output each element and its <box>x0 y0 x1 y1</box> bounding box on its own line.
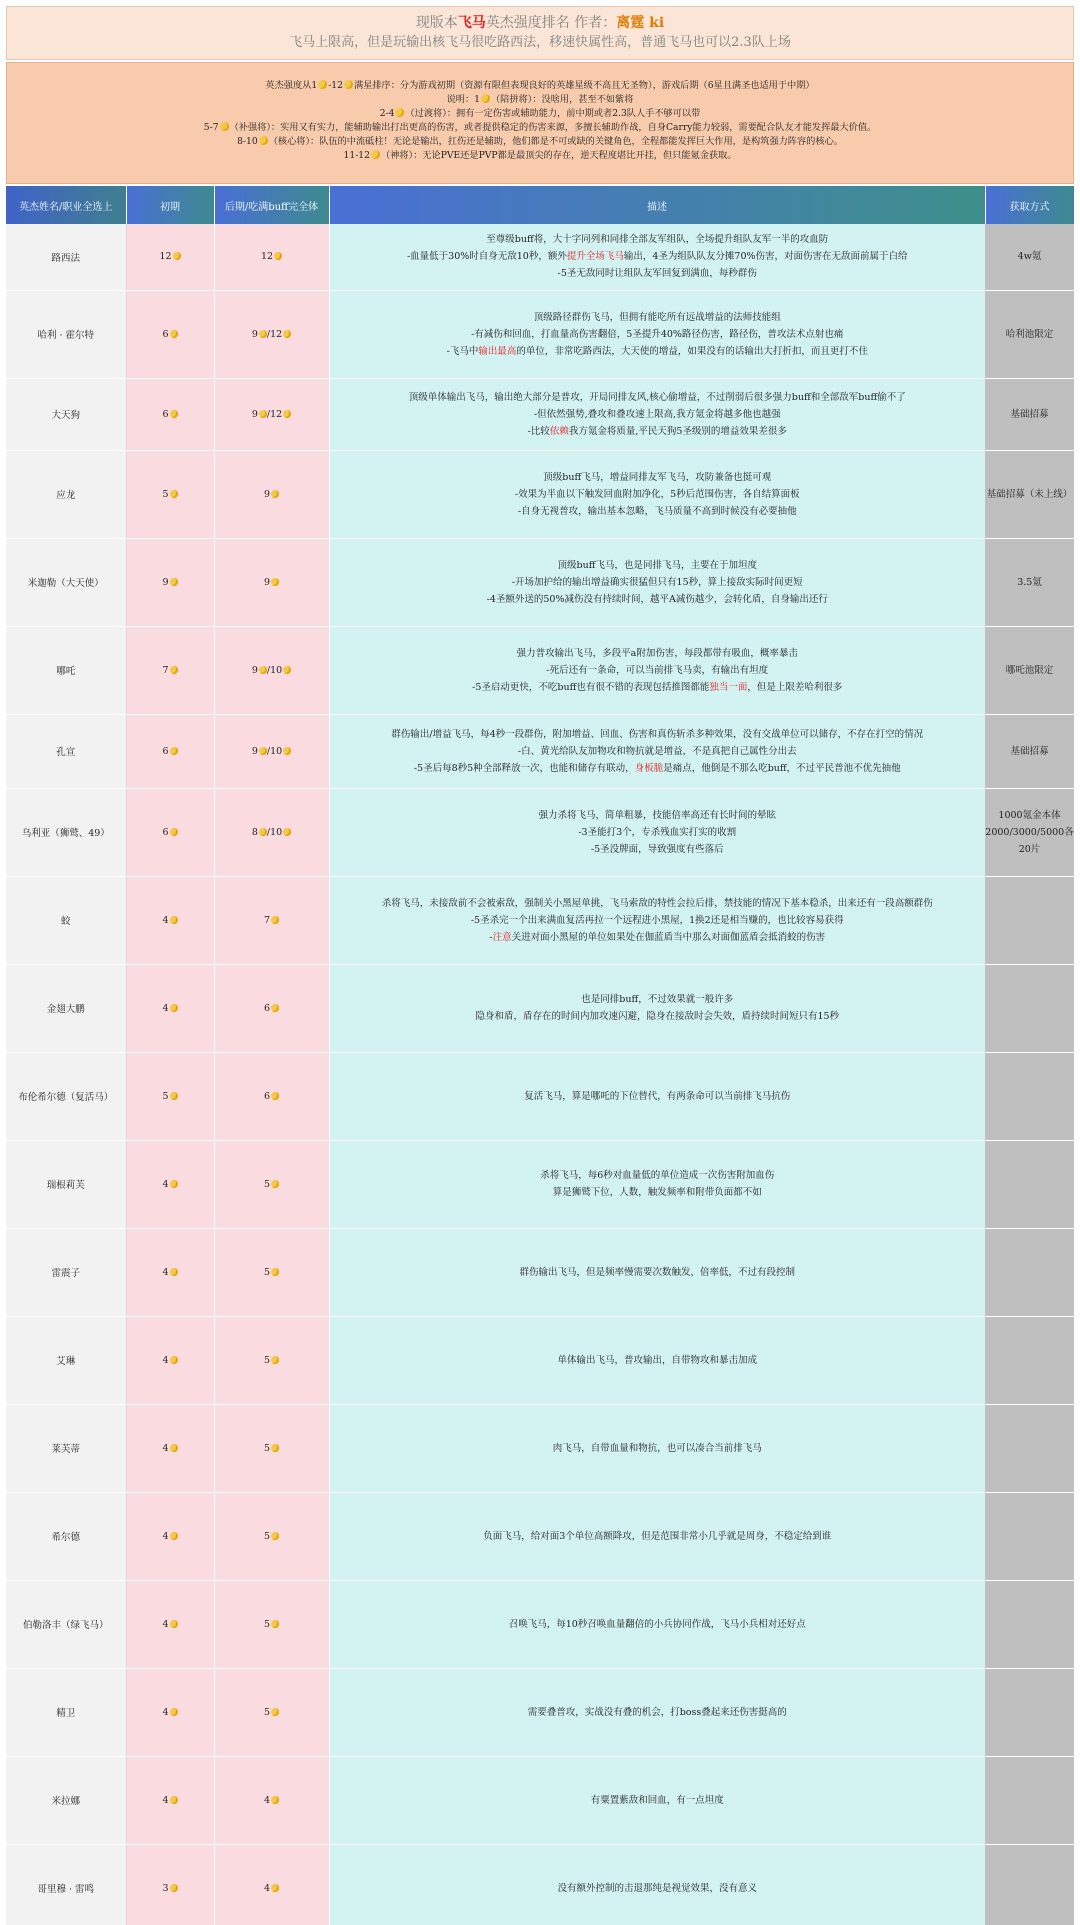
hero-description: 强力普攻输出飞马，多段平a附加伤害，每段都带有吸血，概率暴击 -死后还有一条命，可以当前排飞马卖，有输出有坦度 -5圣启动更快，不吃buff也有很不错的表现包括推图都能独当一面，但是上限差哈利很多 <box>329 626 985 714</box>
hero-name: 莱芙蒂 <box>6 1404 126 1492</box>
hero-ranking-table <box>6 186 1075 1925</box>
column-header-early: 初期 <box>126 186 214 224</box>
legend-line-1: 英杰强度从1 -12 满星排序：分为游戏初期（资源有限但表现良好的英雄星级不高且无圣物），游戏后期（6星且满圣也适用于中期） <box>265 80 815 91</box>
author-name: 离霆 ki <box>616 15 665 31</box>
late-rating: 8 /10 <box>214 788 329 876</box>
acquisition-method <box>985 1228 1074 1316</box>
late-rating: 5 <box>214 1140 329 1228</box>
acquisition-method <box>985 1844 1074 1925</box>
hero-description: 杀将飞马，未接敌前不会被索敌，强制关小黑屋单挑，飞马索敌的特性会拉后排，禁技能的情况下基本稳杀，出来还有一段高额群伤 -5圣杀完一个出来满血复活再拉一个远程进小黑屋，1换2还是相当赚的，也比较容易获得 -注意关进对面小黑屋的单位如果处在伽蓝盾当中那么对面伽蓝盾会抵消蛟的伤害 <box>329 876 985 964</box>
legend-line-2: 说明：1 （陪拼将）：没啥用，甚至不如紫将 <box>446 94 634 105</box>
moon-icon <box>283 747 291 755</box>
table-row <box>6 538 1074 626</box>
table-row <box>6 378 1074 450</box>
moon-icon <box>170 578 178 586</box>
moon-icon <box>271 1532 279 1540</box>
early-rating: 4 <box>126 1492 214 1580</box>
hero-description: 顶级buff飞马，也是同排飞马，主要在于加坦度 -开场加护给的输出增益确实很猛但只有15秒，算上接敌实际时间更短 -4圣额外送的50%减伤没有持续时间，越平A减伤越少，会转化盾，自身输出还行 <box>329 538 985 626</box>
moon-icon <box>170 1444 178 1452</box>
hero-name: 雷震子 <box>6 1228 126 1316</box>
legend-line-4: 5-7 （补强将）：实用又有实力，能辅助输出打出更高的伤害，或者提供稳定的伤害来源，多擅长辅助作战，自身Carry能力较弱，需要配合队友才能发挥最大价值。 <box>203 122 877 133</box>
early-rating: 7 <box>126 626 214 714</box>
late-rating: 9 /12 <box>214 378 329 450</box>
moon-icon <box>170 1004 178 1012</box>
hero-name: 路西法 <box>6 224 126 290</box>
moon-icon <box>170 1532 178 1540</box>
moon-icon <box>271 1180 279 1188</box>
hero-description: 顶级单体输出飞马，输出绝大部分是普攻，开局同排友风,核心偷增益，不过削弱后很多强力buff和全部敌军buff偷不了 -但依然强势,叠攻和叠攻速上限高,我方氪金将越多他也越强 -比较依赖我方氪金将质量,平民天狗5圣级别的增益效果差很多 <box>329 378 985 450</box>
hero-name: 哥里穆 · 雷鸣 <box>6 1844 126 1925</box>
table-body <box>6 224 1074 1925</box>
moon-icon <box>170 916 178 924</box>
moon-icon <box>220 122 229 131</box>
moon-icon <box>173 252 181 260</box>
hero-description: 复活飞马，算是哪吒的下位替代，有两条命可以当前排飞马抗伤 <box>329 1052 985 1140</box>
late-rating: 9 <box>214 450 329 538</box>
moon-icon <box>259 330 267 338</box>
table-row <box>6 876 1074 964</box>
late-rating: 4 <box>214 1756 329 1844</box>
hero-description: 强力杀将飞马，简单粗暴，技能倍率高还有长时间的晕眩 -3圣能打3个，专杀残血实打实的收割 -5圣没牌面，导致强度有些落后 <box>329 788 985 876</box>
table-row <box>6 1404 1074 1492</box>
early-rating: 6 <box>126 714 214 788</box>
column-header-description: 描述 <box>329 186 985 224</box>
acquisition-method: 基础招募（未上线） <box>985 450 1074 538</box>
moon-icon <box>271 1796 279 1804</box>
moon-icon <box>283 666 291 674</box>
legend-box <box>6 62 1074 184</box>
late-rating: 6 <box>214 1052 329 1140</box>
table-row <box>6 1228 1074 1316</box>
column-header-acquisition: 获取方式 <box>985 186 1074 224</box>
acquisition-method: 哪吒池限定 <box>985 626 1074 714</box>
table-row <box>6 1140 1074 1228</box>
hero-description: 顶级buff飞马，增益同排友军飞马，攻防兼备也挺可观 -效果为半血以下触发回血附加净化，5秒后范围伤害，各自结算面板 -自身无视普攻，输出基本忽略，飞马质量不高到时候没有必要抽他 <box>329 450 985 538</box>
hero-description: 需要叠普攻，实战没有叠的机会，打boss叠起来还伤害挺高的 <box>329 1668 985 1756</box>
early-rating: 4 <box>126 876 214 964</box>
moon-icon <box>170 747 178 755</box>
early-rating: 6 <box>126 378 214 450</box>
moon-icon <box>371 150 380 159</box>
moon-icon <box>481 94 490 103</box>
moon-icon <box>259 136 268 145</box>
column-header-late: 后期/吃满buff完全体 <box>214 186 329 224</box>
early-rating: 9 <box>126 538 214 626</box>
table-row <box>6 290 1074 378</box>
hero-description: 肉飞马，自带血量和物抗，也可以凑合当前排飞马 <box>329 1404 985 1492</box>
late-rating: 9 <box>214 538 329 626</box>
late-rating: 7 <box>214 876 329 964</box>
moon-icon <box>271 1620 279 1628</box>
early-rating: 4 <box>126 1140 214 1228</box>
early-rating: 4 <box>126 964 214 1052</box>
late-rating: 4 <box>214 1844 329 1925</box>
moon-icon <box>318 80 327 89</box>
late-rating: 5 <box>214 1492 329 1580</box>
hero-description: 群伤输出/增益飞马，每4秒一段群伤，附加增益、回血、伤害和真伤斩杀多种效果，没有交战单位可以储存，不存在打空的情况 -白、黄光给队友加物攻和物抗就是增益，不是真把自己属性分出去 -5圣后每8秒5种全部释放一次，也能和储存有联动，身板脆是痛点，他倒是不那么吃buff，不过平民普池不优先抽他 <box>329 714 985 788</box>
late-rating: 9 /12 <box>214 290 329 378</box>
moon-icon <box>170 1708 178 1716</box>
moon-icon <box>170 1356 178 1364</box>
table-row <box>6 788 1074 876</box>
moon-icon <box>170 1092 178 1100</box>
early-rating: 4 <box>126 1228 214 1316</box>
moon-icon <box>170 1180 178 1188</box>
table-row <box>6 964 1074 1052</box>
table-row <box>6 1316 1074 1404</box>
acquisition-method <box>985 876 1074 964</box>
hero-name: 米拉娜 <box>6 1756 126 1844</box>
hero-description: 顶级路径群伤飞马，但拥有能吃所有远战增益的法师技能组 -有减伤和回血，打血量高伤害翻倍，5圣提升40%路径伤害，路径伤，普攻法术点射也痛 -飞马中输出最高的单位，非常吃路西法，大天使的增益，如果没有的话输出大打折扣，而且更打不住 <box>329 290 985 378</box>
early-rating: 6 <box>126 290 214 378</box>
hero-name: 伯勒洛丰（绿飞马） <box>6 1580 126 1668</box>
moon-icon <box>271 1268 279 1276</box>
table-row <box>6 714 1074 788</box>
early-rating: 3 <box>126 1844 214 1925</box>
subtitle-line: 飞马上限高，但是玩输出核飞马很吃路西法，移速快属性高，普通飞马也可以2.3队上场 <box>289 35 791 50</box>
table-row <box>6 1756 1074 1844</box>
moon-icon <box>344 80 353 89</box>
moon-icon <box>259 828 267 836</box>
moon-icon <box>283 410 291 418</box>
moon-icon <box>170 1620 178 1628</box>
title-middle: 英杰强度排名 作者： <box>485 15 617 31</box>
acquisition-method: 3.5氪 <box>985 538 1074 626</box>
hero-name: 应龙 <box>6 450 126 538</box>
moon-icon <box>259 747 267 755</box>
hero-name: 哪吒 <box>6 626 126 714</box>
hero-description: 杀将飞马，每6秒对血量低的单位造成一次伤害附加血伤 算是狮鹫下位，人数，触发频率和附带负面都不如 <box>329 1140 985 1228</box>
late-rating: 5 <box>214 1668 329 1756</box>
acquisition-method: 基础招募 <box>985 378 1074 450</box>
hero-description: 群伤输出飞马，但是频率慢需要次数触发，倍率低，不过有段控制 <box>329 1228 985 1316</box>
moon-icon <box>271 1444 279 1452</box>
moon-icon <box>271 1356 279 1364</box>
moon-icon <box>259 410 267 418</box>
acquisition-method <box>985 1316 1074 1404</box>
acquisition-method: 哈利池限定 <box>985 290 1074 378</box>
late-rating: 5 <box>214 1228 329 1316</box>
title-line <box>7 13 1073 33</box>
hero-description: 没有额外控制的击退那纯是视觉效果，没有意义 <box>329 1844 985 1925</box>
moon-icon <box>283 330 291 338</box>
acquisition-method <box>985 1052 1074 1140</box>
acquisition-method <box>985 1404 1074 1492</box>
table-row <box>6 450 1074 538</box>
table-header-row <box>6 186 1074 224</box>
moon-icon <box>170 490 178 498</box>
table-row <box>6 626 1074 714</box>
late-rating: 5 <box>214 1580 329 1668</box>
early-rating: 6 <box>126 788 214 876</box>
hero-name: 乌利亚（狮鹫、49） <box>6 788 126 876</box>
hero-name: 精卫 <box>6 1668 126 1756</box>
late-rating: 6 <box>214 964 329 1052</box>
early-rating: 5 <box>126 450 214 538</box>
acquisition-method: 1000氪金本体 2000/3000/5000各 20片 <box>985 788 1074 876</box>
page <box>6 6 1074 1925</box>
early-rating: 4 <box>126 1580 214 1668</box>
moon-icon <box>170 330 178 338</box>
hero-name: 大天狗 <box>6 378 126 450</box>
moon-icon <box>274 252 282 260</box>
moon-icon <box>170 1268 178 1276</box>
acquisition-method <box>985 1756 1074 1844</box>
table-row <box>6 1580 1074 1668</box>
table-row <box>6 1668 1074 1756</box>
early-rating: 4 <box>126 1668 214 1756</box>
acquisition-method <box>985 1580 1074 1668</box>
late-rating: 9 /10 <box>214 714 329 788</box>
moon-icon <box>170 1884 178 1892</box>
moon-icon <box>271 916 279 924</box>
title-prefix: 现版本 <box>415 15 458 31</box>
hero-description: 负面飞马，给对面3个单位高额降攻，但是范围非常小几乎就是周身，不稳定给到谁 <box>329 1492 985 1580</box>
late-rating: 12 <box>214 224 329 290</box>
late-rating: 5 <box>214 1404 329 1492</box>
legend-line-5: 8-10 （核心将）：队伍的中流砥柱！无论是输出，扛伤还是辅助，他们都是不可或缺的关键角色，全程都能发挥巨大作用，是构筑强力阵容的核心。 <box>237 136 843 147</box>
hero-name: 瑞根莉芙 <box>6 1140 126 1228</box>
moon-icon <box>170 1796 178 1804</box>
legend-line-3: 2-4 （过渡将）：拥有一定伤害或辅助能力，前中期或者2.3队人手不够可以带 <box>379 108 701 119</box>
early-rating: 4 <box>126 1404 214 1492</box>
moon-icon <box>170 410 178 418</box>
moon-icon <box>271 1092 279 1100</box>
acquisition-method: 4w氪 <box>985 224 1074 290</box>
moon-icon <box>283 828 291 836</box>
hero-name: 艾琳 <box>6 1316 126 1404</box>
title-highlight: 飞马 <box>457 15 486 31</box>
hero-description: 至尊级buff将，大十字同列和同排全部友军组队，全场提升组队友军一半的攻血防 -血量低于30%时自身无敌10秒，额外提升全场飞马输出，4圣为组队队友分摊70%伤害，对面伤害在无敌面前属于白给 -5圣无敌同时让组队友军回复到满血，每秒群伤 <box>329 224 985 290</box>
hero-description: 召唤飞马，每10秒召唤血量翻倍的小兵协同作战，飞马小兵相对还好点 <box>329 1580 985 1668</box>
acquisition-method <box>985 1140 1074 1228</box>
table-row <box>6 1492 1074 1580</box>
table-row <box>6 1052 1074 1140</box>
moon-icon <box>271 1884 279 1892</box>
moon-icon <box>259 666 267 674</box>
hero-description: 有粟置紫敌和回血，有一点坦度 <box>329 1756 985 1844</box>
title-banner <box>6 6 1074 60</box>
moon-icon <box>170 828 178 836</box>
early-rating: 5 <box>126 1052 214 1140</box>
hero-name: 蛟 <box>6 876 126 964</box>
hero-description: 也是同排buff，不过效果就一般许多 隐身和盾，盾存在的时间内加攻速闪避，隐身在接敌时会失效，盾持续时间短只有15秒 <box>329 964 985 1052</box>
column-header-name: 英杰姓名/职业全选上 <box>6 186 126 224</box>
acquisition-method <box>985 1668 1074 1756</box>
hero-name: 哈利 · 霍尔特 <box>6 290 126 378</box>
moon-icon <box>271 1708 279 1716</box>
hero-name: 金翅大鹏 <box>6 964 126 1052</box>
acquisition-method <box>985 964 1074 1052</box>
acquisition-method <box>985 1492 1074 1580</box>
hero-name: 布伦希尔德（复活马） <box>6 1052 126 1140</box>
moon-icon <box>170 666 178 674</box>
early-rating: 12 <box>126 224 214 290</box>
moon-icon <box>271 490 279 498</box>
late-rating: 5 <box>214 1316 329 1404</box>
hero-name: 孔宣 <box>6 714 126 788</box>
early-rating: 4 <box>126 1316 214 1404</box>
moon-icon <box>271 578 279 586</box>
moon-icon <box>395 108 404 117</box>
hero-name: 希尔德 <box>6 1492 126 1580</box>
table-row <box>6 1844 1074 1925</box>
early-rating: 4 <box>126 1756 214 1844</box>
table-row <box>6 224 1074 290</box>
acquisition-method: 基础招募 <box>985 714 1074 788</box>
hero-description: 单体输出飞马，普攻输出，自带物攻和暴击加成 <box>329 1316 985 1404</box>
late-rating: 9 /10 <box>214 626 329 714</box>
moon-icon <box>271 1004 279 1012</box>
hero-name: 米迦勒（大天使） <box>6 538 126 626</box>
legend-line-6: 11-12 （神将）：无论PVE还是PVP都是最顶尖的存在，逆天程度堪比开挂，但只能氪金获取。 <box>343 150 737 161</box>
